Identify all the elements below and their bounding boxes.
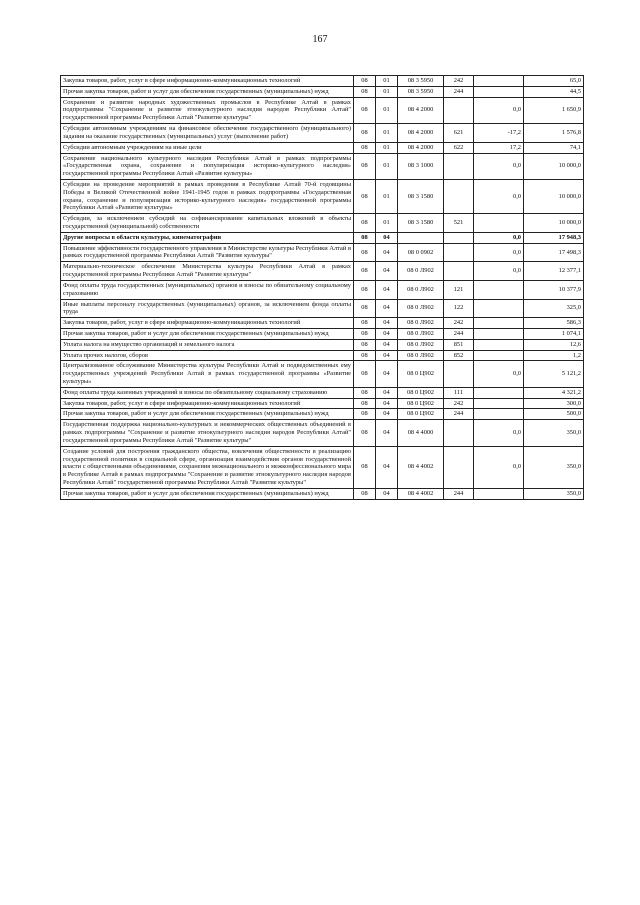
expense-type-cell: 242 bbox=[444, 318, 474, 329]
change-amount-cell bbox=[474, 299, 524, 318]
change-amount-cell: 0,0 bbox=[474, 361, 524, 387]
section-code-cell: 08 bbox=[354, 214, 376, 233]
table-row bbox=[61, 262, 584, 281]
section-code-cell: 08 bbox=[354, 86, 376, 97]
subsection-code-cell: 04 bbox=[376, 488, 398, 499]
subsection-code-cell: 01 bbox=[376, 86, 398, 97]
total-amount-cell: 350,0 bbox=[524, 488, 584, 499]
total-amount-cell: 17 498,3 bbox=[524, 243, 584, 262]
page-number: 167 bbox=[312, 34, 328, 45]
change-amount-cell bbox=[474, 350, 524, 361]
change-amount-cell: 0,0 bbox=[474, 262, 524, 281]
subsection-code-cell: 04 bbox=[376, 328, 398, 339]
table-row bbox=[61, 76, 584, 87]
section-code-cell: 08 bbox=[354, 361, 376, 387]
change-amount-cell bbox=[474, 214, 524, 233]
row-name-cell: Прочая закупка товаров, работ и услуг для обеспечения государственных (муниципальных) нужд bbox=[61, 409, 354, 420]
target-article-cell: 08 0 Ц902 bbox=[398, 409, 444, 420]
row-name-cell: Субсидии на проведение мероприятий в рамках проведения в Республике Алтай 70-й годовщины Победы в Великой Отечественной войне 1941-1945 годов в рамках подпрограммы «Государственная охрана, сохранение и популяризация историко-культурного наследия» государственной программы Республики Алтай «Развитие культуры» bbox=[61, 179, 354, 213]
row-name-cell: Субсидии автономным учреждениям на иные цели bbox=[61, 142, 354, 153]
expense-type-cell: 244 bbox=[444, 409, 474, 420]
section-code-cell: 08 bbox=[354, 387, 376, 398]
subsection-code-cell: 04 bbox=[376, 446, 398, 488]
total-amount-cell: 10 000,0 bbox=[524, 153, 584, 179]
expense-type-cell bbox=[444, 243, 474, 262]
expense-type-cell bbox=[444, 446, 474, 488]
total-amount-cell: 325,0 bbox=[524, 299, 584, 318]
section-code-cell: 08 bbox=[354, 299, 376, 318]
total-amount-cell: 10 377,9 bbox=[524, 280, 584, 299]
target-article-cell: 08 4 4002 bbox=[398, 488, 444, 499]
target-article-cell: 08 3 5950 bbox=[398, 86, 444, 97]
total-amount-cell: 74,1 bbox=[524, 142, 584, 153]
row-name-cell: Закупка товаров, работ, услуг в сфере информационно-коммуникационных технологий bbox=[61, 398, 354, 409]
total-amount-cell: 12 377,1 bbox=[524, 262, 584, 281]
table-row bbox=[61, 409, 584, 420]
section-code-cell: 08 bbox=[354, 262, 376, 281]
subsection-code-cell: 04 bbox=[376, 280, 398, 299]
table-row bbox=[61, 243, 584, 262]
subsection-code-cell: 01 bbox=[376, 142, 398, 153]
expense-type-cell: 242 bbox=[444, 76, 474, 87]
target-article-cell: 08 0 Л902 bbox=[398, 328, 444, 339]
row-name-cell: Иные выплаты персоналу государственных (муниципальных) органов, за исключением фонда оплаты труда bbox=[61, 299, 354, 318]
row-name-cell: Фонд оплаты труда казенных учреждений и взносы по обязательному социальному страхованию bbox=[61, 387, 354, 398]
section-code-cell: 08 bbox=[354, 409, 376, 420]
table-row bbox=[61, 328, 584, 339]
target-article-cell: 08 4 4000 bbox=[398, 420, 444, 446]
table-row bbox=[61, 339, 584, 350]
section-code-cell: 08 bbox=[354, 243, 376, 262]
subsection-code-cell: 04 bbox=[376, 387, 398, 398]
total-amount-cell: 350,0 bbox=[524, 420, 584, 446]
total-amount-cell: 12,6 bbox=[524, 339, 584, 350]
change-amount-cell: 0,0 bbox=[474, 243, 524, 262]
section-code-cell: 08 bbox=[354, 97, 376, 123]
change-amount-cell: 0,0 bbox=[474, 97, 524, 123]
row-name-cell: Государственная поддержка национально-культурных и некоммерческих общественных объединений в рамках подпрограммы "Сохранение и развитие этнокультурного наследия народов Республики Алтай" государственной программы Республики Алтай "Развитие культуры" bbox=[61, 420, 354, 446]
subsection-code-cell: 04 bbox=[376, 409, 398, 420]
row-name-cell: Сохранение национального культурного наследия Республики Алтай в рамках подпрограммы «Государственная охрана, сохранение и популяризация историко-культурного наследия» государственной программы Республики Алтай «Развитие культуры» bbox=[61, 153, 354, 179]
total-amount-cell: 10 000,0 bbox=[524, 179, 584, 213]
subsection-code-cell: 04 bbox=[376, 299, 398, 318]
subsection-code-cell: 04 bbox=[376, 361, 398, 387]
subsection-code-cell: 04 bbox=[376, 243, 398, 262]
row-name-cell: Субсидии автономным учреждениям на финансовое обеспечение государственного (муниципального) задания на оказание государственных (муниципальных) услуг (выполнение работ) bbox=[61, 124, 354, 143]
table-row bbox=[61, 86, 584, 97]
row-name-cell: Сохранение и развитие народных художественных промыслов в Республике Алтай в рамках подпрограммы "Сохранение и развитие этнокультурного наследия народов Республики Алтай" государственной программы Республики Алтай "Развитие культуры" bbox=[61, 97, 354, 123]
table-row bbox=[61, 214, 584, 233]
target-article-cell: 08 0 Л902 bbox=[398, 350, 444, 361]
change-amount-cell: 17,2 bbox=[474, 142, 524, 153]
change-amount-cell bbox=[474, 328, 524, 339]
row-name-cell: Повышение эффективности государственного управления в Министерстве культуры Республики Алтай в рамках государственной программы Республики Алтай "Развитие культуры" bbox=[61, 243, 354, 262]
total-amount-cell: 10 000,0 bbox=[524, 214, 584, 233]
table-row bbox=[61, 232, 584, 243]
total-amount-cell: 1 650,9 bbox=[524, 97, 584, 123]
target-article-cell: 08 3 1580 bbox=[398, 179, 444, 213]
subsection-code-cell: 01 bbox=[376, 179, 398, 213]
expense-type-cell: 621 bbox=[444, 124, 474, 143]
section-code-cell: 08 bbox=[354, 280, 376, 299]
total-amount-cell: 1,2 bbox=[524, 350, 584, 361]
subsection-code-cell: 04 bbox=[376, 398, 398, 409]
target-article-cell: 08 4 4002 bbox=[398, 446, 444, 488]
expense-type-cell: 244 bbox=[444, 488, 474, 499]
expense-type-cell bbox=[444, 153, 474, 179]
expense-type-cell: 852 bbox=[444, 350, 474, 361]
expense-type-cell bbox=[444, 361, 474, 387]
total-amount-cell: 44,5 bbox=[524, 86, 584, 97]
change-amount-cell bbox=[474, 488, 524, 499]
target-article-cell bbox=[398, 232, 444, 243]
change-amount-cell: -17,2 bbox=[474, 124, 524, 143]
expense-type-cell: 521 bbox=[444, 214, 474, 233]
change-amount-cell bbox=[474, 387, 524, 398]
section-code-cell: 08 bbox=[354, 420, 376, 446]
row-name-cell: Субсидии, за исключением субсидий на софинансирование капитальных вложений в объекты государственной (муниципальной) собственности bbox=[61, 214, 354, 233]
table-row bbox=[61, 488, 584, 499]
target-article-cell: 08 3 5950 bbox=[398, 76, 444, 87]
budget-table-body bbox=[61, 76, 584, 500]
target-article-cell: 08 0 0902 bbox=[398, 243, 444, 262]
target-article-cell: 08 4 2000 bbox=[398, 97, 444, 123]
section-code-cell: 08 bbox=[354, 398, 376, 409]
target-article-cell: 08 3 1580 bbox=[398, 214, 444, 233]
subsection-code-cell: 04 bbox=[376, 339, 398, 350]
change-amount-cell: 0,0 bbox=[474, 446, 524, 488]
total-amount-cell: 17 948,3 bbox=[524, 232, 584, 243]
total-amount-cell: 1 074,1 bbox=[524, 328, 584, 339]
section-code-cell: 08 bbox=[354, 488, 376, 499]
row-name-cell: Закупка товаров, работ, услуг в сфере информационно-коммуникационных технологий bbox=[61, 318, 354, 329]
change-amount-cell bbox=[474, 409, 524, 420]
change-amount-cell bbox=[474, 76, 524, 87]
target-article-cell: 08 0 Ц902 bbox=[398, 361, 444, 387]
total-amount-cell: 350,0 bbox=[524, 446, 584, 488]
subsection-code-cell: 01 bbox=[376, 124, 398, 143]
subsection-code-cell: 04 bbox=[376, 318, 398, 329]
section-code-cell: 08 bbox=[354, 179, 376, 213]
total-amount-cell: 5 121,2 bbox=[524, 361, 584, 387]
target-article-cell: 08 0 Ц902 bbox=[398, 398, 444, 409]
expense-type-cell: 122 bbox=[444, 299, 474, 318]
row-name-cell: Закупка товаров, работ, услуг в сфере информационно-коммуникационных технологий bbox=[61, 76, 354, 87]
change-amount-cell bbox=[474, 86, 524, 97]
section-code-cell: 08 bbox=[354, 339, 376, 350]
table-row bbox=[61, 179, 584, 213]
change-amount-cell bbox=[474, 280, 524, 299]
subsection-code-cell: 04 bbox=[376, 420, 398, 446]
table-row bbox=[61, 446, 584, 488]
table-row bbox=[61, 142, 584, 153]
section-code-cell: 08 bbox=[354, 318, 376, 329]
section-code-cell: 08 bbox=[354, 328, 376, 339]
target-article-cell: 08 0 Л902 bbox=[398, 280, 444, 299]
section-code-cell: 08 bbox=[354, 153, 376, 179]
change-amount-cell: 0,0 bbox=[474, 232, 524, 243]
table-row bbox=[61, 361, 584, 387]
section-code-cell: 08 bbox=[354, 350, 376, 361]
target-article-cell: 08 0 Л902 bbox=[398, 262, 444, 281]
total-amount-cell: 65,0 bbox=[524, 76, 584, 87]
expense-type-cell bbox=[444, 179, 474, 213]
table-row bbox=[61, 153, 584, 179]
expense-type-cell: 851 bbox=[444, 339, 474, 350]
row-name-cell: Уплата прочих налогов, сборов bbox=[61, 350, 354, 361]
table-row bbox=[61, 280, 584, 299]
subsection-code-cell: 04 bbox=[376, 262, 398, 281]
expense-type-cell: 244 bbox=[444, 328, 474, 339]
change-amount-cell bbox=[474, 318, 524, 329]
expense-type-cell: 622 bbox=[444, 142, 474, 153]
section-code-cell: 08 bbox=[354, 76, 376, 87]
target-article-cell: 08 4 2000 bbox=[398, 142, 444, 153]
table-row bbox=[61, 350, 584, 361]
section-code-cell: 08 bbox=[354, 232, 376, 243]
change-amount-cell: 0,0 bbox=[474, 153, 524, 179]
row-name-cell: Создание условий для построения гражданского общества, вовлечения общественности в реализацию государственной политики в социальной сфере, организация взаимодействия органов государственной власти с общественными объединениями, сохранения межнационального и межконфессионального мира в Республике Алтай в рамках подпрограммы "Сохранение и развитие этнокультурного наследия народов Республики Алтай" государственной программы Республики Алтай "Развитие культуры" bbox=[61, 446, 354, 488]
section-code-cell: 08 bbox=[354, 446, 376, 488]
table-row bbox=[61, 398, 584, 409]
table-row bbox=[61, 318, 584, 329]
expense-type-cell: 121 bbox=[444, 280, 474, 299]
subsection-code-cell: 01 bbox=[376, 153, 398, 179]
section-code-cell: 08 bbox=[354, 142, 376, 153]
subsection-code-cell: 04 bbox=[376, 350, 398, 361]
table-row bbox=[61, 124, 584, 143]
subsection-code-cell: 01 bbox=[376, 214, 398, 233]
subsection-code-cell: 01 bbox=[376, 97, 398, 123]
row-name-cell: Прочая закупка товаров, работ и услуг для обеспечения государственных (муниципальных) нужд bbox=[61, 488, 354, 499]
total-amount-cell: 586,3 bbox=[524, 318, 584, 329]
row-name-cell: Прочая закупка товаров, работ и услуг для обеспечения государственных (муниципальных) нужд bbox=[61, 328, 354, 339]
target-article-cell: 08 0 Л902 bbox=[398, 339, 444, 350]
table-row bbox=[61, 387, 584, 398]
target-article-cell: 08 3 1000 bbox=[398, 153, 444, 179]
expense-type-cell: 111 bbox=[444, 387, 474, 398]
change-amount-cell bbox=[474, 398, 524, 409]
section-code-cell: 08 bbox=[354, 124, 376, 143]
row-name-cell: Централизованное обслуживание Министерства культуры Республики Алтай и подведомственных ему государственных учреждений Республики Алтай в рамках государственной программы «Развитие культуры» bbox=[61, 361, 354, 387]
subsection-code-cell: 01 bbox=[376, 76, 398, 87]
change-amount-cell: 0,0 bbox=[474, 179, 524, 213]
row-name-cell: Уплата налога на имущество организаций и земельного налога bbox=[61, 339, 354, 350]
budget-table bbox=[60, 75, 584, 500]
expense-type-cell: 244 bbox=[444, 86, 474, 97]
expense-type-cell bbox=[444, 97, 474, 123]
table-row bbox=[61, 299, 584, 318]
table-row bbox=[61, 420, 584, 446]
target-article-cell: 08 4 2000 bbox=[398, 124, 444, 143]
expense-type-cell bbox=[444, 420, 474, 446]
expense-type-cell bbox=[444, 262, 474, 281]
total-amount-cell: 500,0 bbox=[524, 409, 584, 420]
subsection-code-cell: 04 bbox=[376, 232, 398, 243]
table-row bbox=[61, 97, 584, 123]
row-name-cell: Фонд оплаты труда государственных (муниципальных) органов и взносы по обязательному социальному страхованию bbox=[61, 280, 354, 299]
row-name-cell: Прочая закупка товаров, работ и услуг для обеспечения государственных (муниципальных) нужд bbox=[61, 86, 354, 97]
expense-type-cell bbox=[444, 232, 474, 243]
row-name-cell: Другие вопросы в области культуры, кинематографии bbox=[61, 232, 354, 243]
expense-type-cell: 242 bbox=[444, 398, 474, 409]
total-amount-cell: 4 321,2 bbox=[524, 387, 584, 398]
target-article-cell: 08 0 Л902 bbox=[398, 299, 444, 318]
change-amount-cell: 0,0 bbox=[474, 420, 524, 446]
row-name-cell: Материально-техническое обеспечение Министерства культуры Республики Алтай в рамках государственной программы Республики Алтай "Развитие культуры" bbox=[61, 262, 354, 281]
change-amount-cell bbox=[474, 339, 524, 350]
target-article-cell: 08 0 Ц902 bbox=[398, 387, 444, 398]
target-article-cell: 08 0 Л902 bbox=[398, 318, 444, 329]
total-amount-cell: 1 576,8 bbox=[524, 124, 584, 143]
total-amount-cell: 300,0 bbox=[524, 398, 584, 409]
